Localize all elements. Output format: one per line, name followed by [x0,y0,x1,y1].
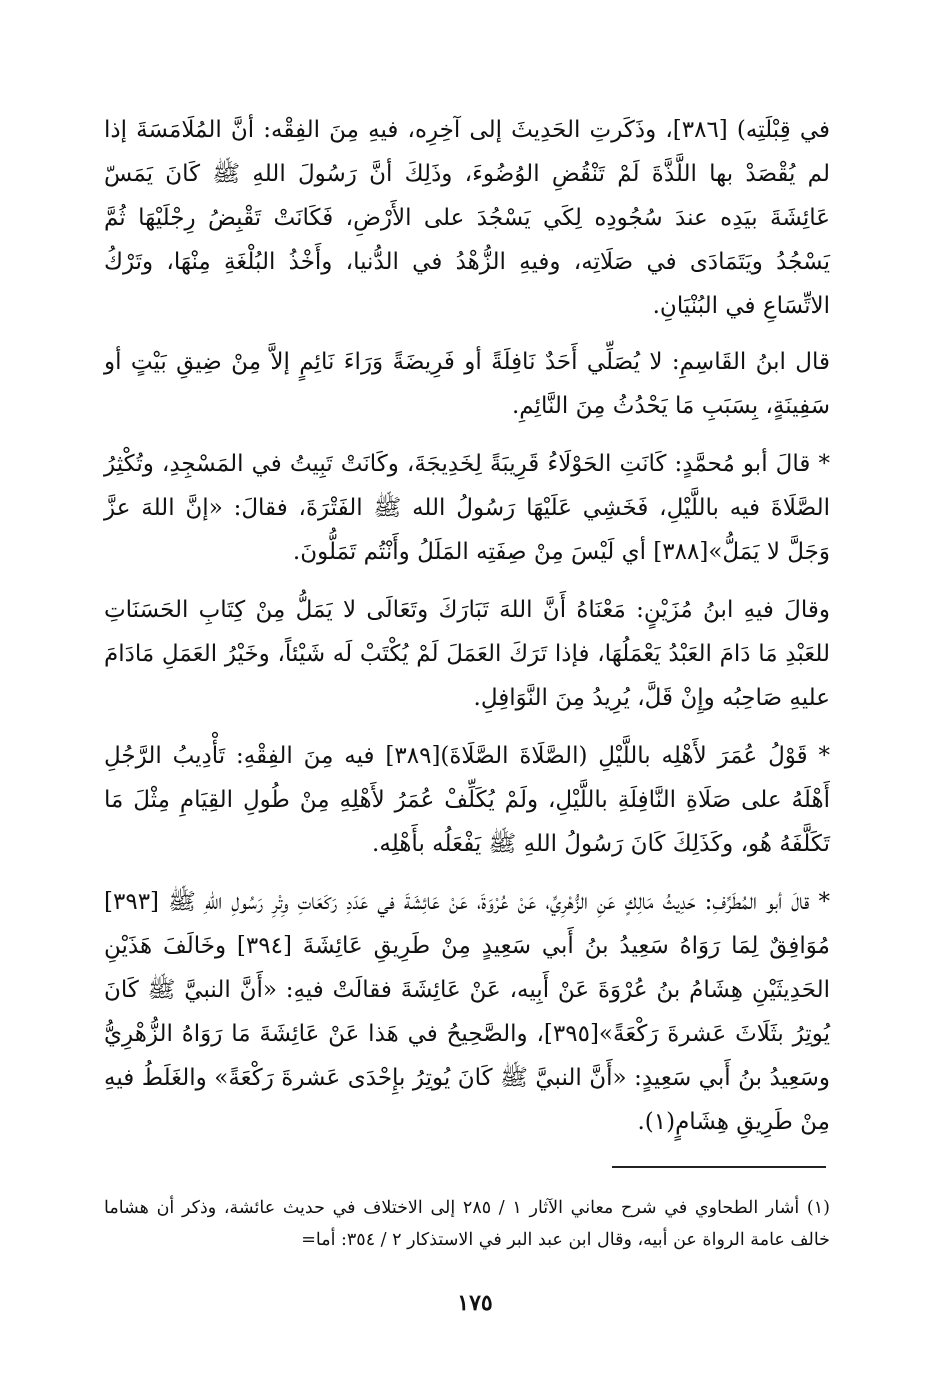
paragraph-2: قال ابنُ القَاسِمِ: لا يُصَلِّي أَحَدٌ نَافِلَةً أو فَرِيضَةً وَرَاءَ نَائِمٍ إلاَّ مِنْ ضِيقِ بَيْتٍ أو سَفِينَةٍ، بِسَبَبِ مَا يَحْدُثُ مِنَ النَّائِمِ. [104,349,830,419]
page-number: ١٧٥ [457,1290,493,1316]
main-text [104,108,830,1158]
footnote-divider [612,1166,826,1168]
paragraph-5: * قَوْلُ عُمَرَ لأَهْلِه باللَّيْلِ (الصَّلَاةَ الصَّلَاةَ)[٣٨٩] فيه مِنَ الفِقْهِ: تَأْدِيبُ الرَّجُلِ أَهْلَهُ على صَلَاةِ النَّافِلَةِ باللَّيْلِ، ولَمْ يُكَلِّفْ عُمَرُ لأَهْلِهِ مِنْ طُولِ القِيَامِ مِثْلَ مَا تَكَلَّفَهُ هُو، وكَذَلِكَ كَانَ رَسُولُ اللهِ ﷺ يَفْعَلُه بأَهْلِه. [104,743,830,857]
paragraph-1: في قِبْلَتِه) [٣٨٦]، وذَكَرتِ الحَدِيثَ إلى آخِرِه، فيهِ مِنَ الفِقْه: أنَّ المُلَامَسَةَ إذا لم يُقْصَدْ بها اللَّذَّةَ لَمْ تَنْقُضِ الوُضُوءَ، وذَلِكَ أنَّ رَسُولَ اللهِ ﷺ كَانَ يَمَسّ عَائِشَةَ بيَدِه عندَ سُجُودِه لِكَي يَسْجُدَ على الأَرْضِ، فَكَانَتْ تَقْبِضُ رِجْلَيْهَا ثُمَّ يَسْجُدُ ويَتَمَادَى في صَلَاتِه، وفيهِ الزُّهْدُ في الدُّنيا، وأَخْذُ البُلْغَةِ مِنْهَا، وتَرْكُ الاتِّسَاعِ في البُنْيَانِ. [104,117,830,319]
paragraph-4: وقالَ فيهِ ابنُ مُزَيْنٍ: مَعْنَاهُ أَنَّ اللهَ تَبَارَكَ وتَعَالَى لا يَمَلُّ مِنْ كِتَابِ الحَسَنَاتِ للعَبْدِ مَا دَامَ العَبْدُ يَعْمَلُهَا، فإذا تَرَكَ العَمَلَ لَمْ يُكْتَبْ لَه شَيْئاً، وخَيْرُ العَمَلِ مَادَامَ عليهِ صَاحِبُه وإِنْ قَلَّ، يُرِيدُ مِنَ النَّوَافِلِ. [104,597,830,711]
paragraph-6: * قالَ أبو المُطَرِّفِ: حَدِيثُ مَالِكٍ عَنِ الزُّهْرِيِّ، عَنْ عُرْوَةَ، عَنْ عَائِشَةَ في عَدَدِ رَكَعَاتِ وِتْرِ رَسُولِ اللهِ ﷺ [٣٩٣] مُوَافِقٌ لِمَا رَوَاهُ سَعِيدُ بنُ أَبي سَعِيدٍ مِنْ طَرِيقِ عَائِشَةَ [٣٩٤] وخَالَفَ هَذَيْنِ الحَدِيثَيْنِ هِشَامُ بنُ عُرْوَةَ عَنْ أَبِيه، عَنْ عَائِشَةَ فقالَتْ فيهِ: «أَنَّ النبيَّ ﷺ كَانَ يُوتِرُ بثَلَاثَ عَشرةَ رَكْعَةً»[٣٩٥]، والصَّحِيحُ في هَذا عَنْ عَائِشَةَ مَا رَوَاهُ الزُّهْرِيُّ وسَعِيدُ بنُ أَبي سَعِيدٍ: «أَنَّ النبيَّ ﷺ كَانَ يُوتِرُ بإِحْدَى عَشرةَ رَكْعَةً» والغَلَطُ فيهِ مِنْ طَرِيقِ هِشَامٍ(١). [104,889,831,1135]
paragraph-3: * قالَ أبو مُحمَّدٍ: كَانَتِ الحَوْلَاءُ قَرِيبَةً لِخَدِيجَةَ، وكَانَتْ تَبِيتُ في المَسْجِدِ، وتُكْثِرُ الصَّلَاةَ فيه باللَّيْلِ، فَخَشِي عَلَيْهَا رَسُولُ الله ﷺ الفَتْرَةَ، فقالَ: «إنَّ اللهَ عزَّ وَجَلَّ لا يَمَلُّ»[٣٨٨] أي لَيْسَ مِنْ صِفَتِه المَلَلُ وأَنْتُم تَمَلُّونَ. [104,451,830,565]
footnote: (١) أشار الطحاوي في شرح معاني الآثار ١ / ٢٨٥ إلى الاختلاف في حديث عائشة، وذكر أن هشاما خالف عامة الرواة عن أبيه، وقال ابن عبد البر في الاستذكار ٢ / ٣٥٤: أما= [104,1198,830,1250]
